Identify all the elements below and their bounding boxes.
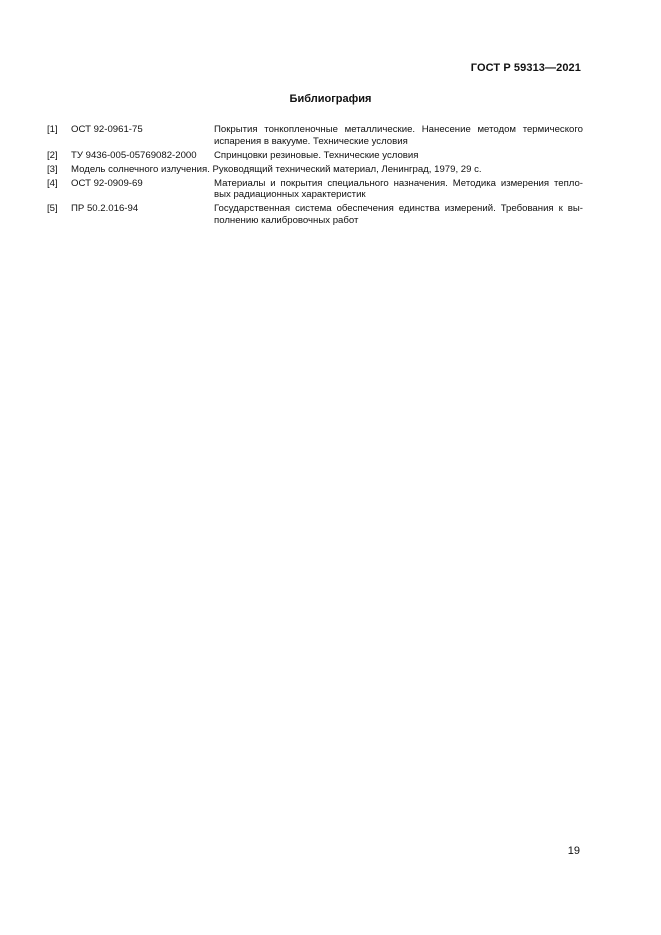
bibliography-list xyxy=(47,124,583,229)
entry-source: ТУ 9436-005-05769082-2000 xyxy=(71,149,197,161)
entry-source: ОСТ 92-0961-75 xyxy=(71,124,143,135)
entry-number: [1] xyxy=(47,124,58,135)
entry-title: Спринцовки резиновые. Технические условия xyxy=(214,149,419,161)
entry-source: ПР 50.2.016-94 xyxy=(71,203,139,215)
entry-title: Государственная система обеспечения единства измерений. Требования к вы-полнению калибровочных работ xyxy=(214,203,583,227)
bibliography-entry-4 xyxy=(47,178,583,201)
page-number: 19 xyxy=(567,845,580,857)
document-code: ГОСТ Р 59313—2021 xyxy=(470,62,581,74)
bibliography-entry-1 xyxy=(47,124,583,147)
entry-full-text: Модель солнечного излучения. Руководящий технический материал, Ленинград, 1979, 29 с. xyxy=(71,163,482,175)
entry-number: [4] xyxy=(47,177,58,189)
section-title: Библиография xyxy=(289,93,372,105)
entry-title: Покрытия тонкопленочные металлические. Нанесение методом термического испарения в вакууме. Технические условия xyxy=(214,124,583,147)
entry-number: [3] xyxy=(47,163,58,175)
entry-number: [2] xyxy=(47,149,58,161)
bibliography-entry-3 xyxy=(47,164,583,176)
bibliography-entry-5 xyxy=(47,203,583,226)
entry-title: Материалы и покрытия специального назначения. Методика измерения тепло-вых радиационных характеристик xyxy=(214,177,583,201)
bibliography-entry-2 xyxy=(47,150,583,162)
entry-number: [5] xyxy=(47,203,58,215)
entry-source: ОСТ 92-0909-69 xyxy=(71,177,143,189)
